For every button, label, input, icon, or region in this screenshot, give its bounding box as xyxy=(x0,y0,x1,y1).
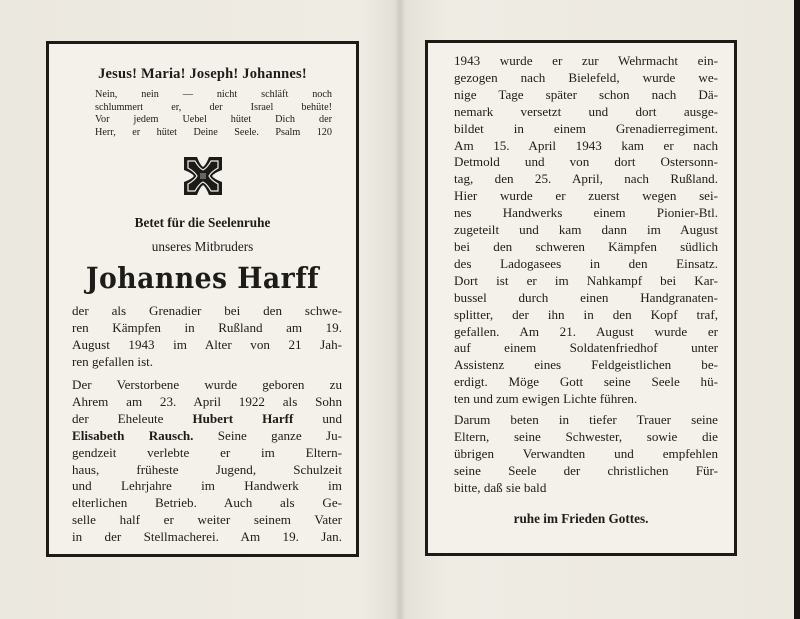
text-line: der als Grenadier bei den schwe- xyxy=(72,303,342,319)
text-line: bitte, daß sie bald xyxy=(454,479,547,495)
text-line: bei den schweren Kämpfen südlich xyxy=(454,238,718,254)
biography-paragraph xyxy=(72,377,342,546)
text-line: übrigen Verwandten und empfehlen xyxy=(454,445,718,461)
text-line: gefallen. Am 21. August wurde er xyxy=(454,323,718,339)
text-line: seine Seele der christlichen Für- xyxy=(454,462,718,478)
text-line: nemark versetzt und dort ausge- xyxy=(454,103,718,119)
text-line: Hier wurde er zuerst wegen sei- xyxy=(454,188,718,204)
page-fold xyxy=(393,0,407,619)
death-notice-paragraph xyxy=(72,303,342,371)
iron-cross-icon xyxy=(49,153,356,201)
psalm-line: Vor jedem Uebel hütet Dich der xyxy=(95,114,332,126)
text-line: Der Verstorbene wurde geboren zu xyxy=(72,377,342,392)
text-line: ren gefallen ist. xyxy=(72,354,154,370)
text-line xyxy=(72,428,342,445)
text-line: in der Stellmacherei. Am 19. Jan. xyxy=(72,529,342,545)
text-line: 1943 wurde er zur Wehrmacht ein- xyxy=(454,53,718,68)
invocation-heading: Jesus! Maria! Joseph! Johannes! xyxy=(98,66,307,82)
text-line: zugeteilt und kam dann im August xyxy=(454,222,718,238)
father-name: Hubert Harff xyxy=(192,410,294,426)
scan-edge xyxy=(794,0,800,619)
text-line: gendzeit verlebte er im Eltern- xyxy=(72,444,342,460)
text-line: tag, den 25. April, nach Rußland. xyxy=(454,171,718,187)
text-line: bildet in einem Grenadierregiment. xyxy=(454,120,718,136)
deceased-name: Johannes Harff xyxy=(85,261,320,296)
text-line xyxy=(72,411,342,428)
text-line: Dort ist er im Nahkampf bei Kar- xyxy=(454,272,718,288)
mother-name: Elisabeth Rausch. xyxy=(72,427,194,443)
prayer-subline: unseres Mitbruders xyxy=(151,239,254,255)
mourning-paragraph xyxy=(454,412,718,497)
psalm-line: schlummert er, der Israel behüte! xyxy=(95,101,332,113)
prayer-request: Betet für die Seelenruhe xyxy=(134,215,271,231)
text-line: selle half er weiter seinem Vater xyxy=(72,512,342,528)
text-line: Darum beten in tiefer Trauer seine xyxy=(454,412,718,428)
text-line: des Ladogasees in den Einsatz. xyxy=(454,255,718,271)
text-line: Detmold und von dort Ostersonn- xyxy=(454,154,718,170)
closing-blessing: ruhe im Frieden Gottes. xyxy=(513,510,649,526)
text-line: Assistenz eines Feldgeistlichen be- xyxy=(454,357,718,373)
text-line: Ahrem am 23. April 1922 als Sohn xyxy=(72,393,342,409)
text-line: elterlichen Betrieb. Auch als Ge- xyxy=(72,495,342,511)
text-fragment: und xyxy=(293,410,342,426)
text-line: gezogen nach Bielefeld, wurde we- xyxy=(454,69,718,85)
text-line: haus, früheste Jugend, Schulzeit xyxy=(72,461,342,477)
service-history-paragraph xyxy=(454,53,718,408)
text-line: und Lehrjahre im Handwerk im xyxy=(72,478,342,494)
text-fragment: der Eheleute xyxy=(72,410,193,426)
text-line: August 1943 im Alter von 21 Jah- xyxy=(72,337,342,353)
text-line: splitter, der ihn in den Kopf traf, xyxy=(454,306,718,322)
text-line: auf einem Soldatenfriedhof unter xyxy=(454,340,718,356)
text-line: bussel durch einen Handgranaten- xyxy=(454,289,718,305)
text-line: Am 15. April 1943 kam er nach xyxy=(454,137,718,153)
left-page xyxy=(46,41,359,557)
text-line: ren Kämpfen in Rußland am 19. xyxy=(72,320,342,336)
text-line: ten und zum ewigen Lichte führen. xyxy=(454,391,638,407)
text-fragment: Seine ganze Ju- xyxy=(193,427,342,443)
text-line: Eltern, seine Schwester, sowie die xyxy=(454,428,718,444)
text-line: nes Handwerks einem Pionier-Btl. xyxy=(454,205,718,221)
psalm-quote xyxy=(95,89,332,139)
iron-cross-icon-graphic xyxy=(180,153,226,199)
psalm-line: Nein, nein — nicht schläft noch xyxy=(95,89,332,100)
psalm-line: Herr, er hütet Deine Seele. Psalm 120 xyxy=(95,126,332,138)
right-page xyxy=(425,40,737,556)
text-line: nige Tage später schon nach Dä- xyxy=(454,86,718,102)
text-line: erdigt. Möge Gott seine Seele hü- xyxy=(454,374,718,390)
